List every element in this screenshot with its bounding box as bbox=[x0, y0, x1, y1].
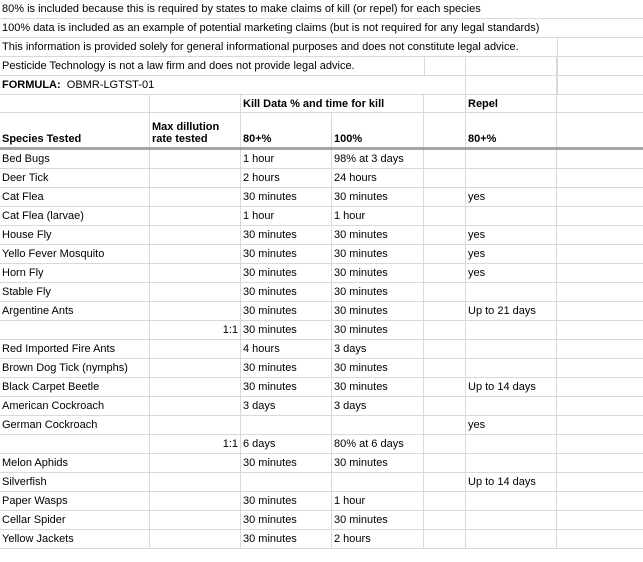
empty-cell bbox=[424, 416, 466, 434]
species-cell bbox=[0, 435, 150, 453]
species-cell: Silverfish bbox=[0, 473, 150, 491]
kill-100-cell: 1 hour bbox=[332, 492, 424, 510]
repel-cell: yes bbox=[466, 245, 557, 263]
kill-100-cell bbox=[332, 473, 424, 491]
repel-cell: Up to 14 days bbox=[466, 473, 557, 491]
kill-80-cell: 30 minutes bbox=[241, 302, 332, 320]
table-row bbox=[0, 511, 643, 530]
species-cell: Cellar Spider bbox=[0, 511, 150, 529]
empty-cell bbox=[557, 207, 643, 225]
dilution-cell bbox=[150, 397, 241, 415]
kill-100-cell: 1 hour bbox=[332, 207, 424, 225]
species-cell: Stable Fly bbox=[0, 283, 150, 301]
kill-100-cell: 3 days bbox=[332, 397, 424, 415]
empty-cell bbox=[424, 264, 466, 282]
kill-100-cell: 30 minutes bbox=[332, 302, 424, 320]
kill-80-cell: 1 hour bbox=[241, 150, 332, 168]
species-cell: Yellow Jackets bbox=[0, 530, 150, 548]
empty-cell bbox=[424, 340, 466, 358]
dilution-cell bbox=[150, 188, 241, 206]
empty-cell bbox=[557, 226, 643, 244]
table-row bbox=[0, 264, 643, 283]
empty-cell bbox=[424, 473, 466, 491]
repel-cell: yes bbox=[466, 226, 557, 244]
table-row bbox=[0, 492, 643, 511]
empty-cell bbox=[424, 283, 466, 301]
empty-cell bbox=[424, 245, 466, 263]
kill-80-cell: 30 minutes bbox=[241, 511, 332, 529]
empty-cell bbox=[424, 226, 466, 244]
kill-80-cell bbox=[241, 416, 332, 434]
empty-cell bbox=[557, 416, 643, 434]
kill-100-cell: 3 days bbox=[332, 340, 424, 358]
note-text: 100% data is included as an example of potential marketing claims (but is not required for any legal standards) bbox=[2, 22, 540, 34]
repel-cell bbox=[466, 454, 557, 472]
repel-cell: yes bbox=[466, 416, 557, 434]
empty-cell bbox=[424, 302, 466, 320]
kill-80-cell: 30 minutes bbox=[241, 530, 332, 548]
species-cell: Argentine Ants bbox=[0, 302, 150, 320]
formula bbox=[0, 76, 154, 94]
repel-cell: Up to 14 days bbox=[466, 378, 557, 396]
kill-100-column-header: 100% bbox=[332, 113, 424, 147]
table-row bbox=[0, 378, 643, 397]
kill-100-cell: 30 minutes bbox=[332, 378, 424, 396]
kill-80-cell: 30 minutes bbox=[241, 226, 332, 244]
empty-cell bbox=[557, 359, 643, 377]
species-cell: Red Imported Fire Ants bbox=[0, 340, 150, 358]
repel-header: Repel bbox=[466, 95, 557, 112]
kill-100-cell: 30 minutes bbox=[332, 321, 424, 339]
species-cell bbox=[0, 321, 150, 339]
kill-80-cell: 30 minutes bbox=[241, 264, 332, 282]
empty-cell bbox=[557, 435, 643, 453]
kill-80-cell: 2 hours bbox=[241, 169, 332, 187]
kill-100-cell: 30 minutes bbox=[332, 454, 424, 472]
empty-cell bbox=[557, 397, 643, 415]
table-row bbox=[0, 207, 643, 226]
species-cell: House Fly bbox=[0, 226, 150, 244]
repel-cell bbox=[466, 359, 557, 377]
dilution-cell bbox=[150, 302, 241, 320]
table-row bbox=[0, 340, 643, 359]
dilution-cell bbox=[150, 169, 241, 187]
empty-cell bbox=[557, 473, 643, 491]
repel-cell bbox=[466, 283, 557, 301]
kill-100-cell: 98% at 3 days bbox=[332, 150, 424, 168]
table-row bbox=[0, 150, 643, 169]
table-row bbox=[0, 321, 643, 340]
dilution-cell: 1:1 bbox=[150, 321, 241, 339]
kill-80-cell bbox=[241, 473, 332, 491]
kill-100-cell: 2 hours bbox=[332, 530, 424, 548]
dilution-cell bbox=[150, 473, 241, 491]
empty-cell bbox=[557, 169, 643, 187]
kill-data-header: Kill Data % and time for kill bbox=[243, 97, 385, 110]
repel-cell bbox=[466, 169, 557, 187]
empty-cell bbox=[557, 150, 643, 168]
species-cell: Horn Fly bbox=[0, 264, 150, 282]
species-cell: Black Carpet Beetle bbox=[0, 378, 150, 396]
dilution-cell bbox=[150, 340, 241, 358]
dilution-cell bbox=[150, 530, 241, 548]
dilution-cell bbox=[150, 245, 241, 263]
empty-cell bbox=[424, 511, 466, 529]
kill-80-cell: 30 minutes bbox=[241, 359, 332, 377]
repel-cell bbox=[466, 511, 557, 529]
species-cell: Cat Flea (larvae) bbox=[0, 207, 150, 225]
empty-cell bbox=[424, 435, 466, 453]
table-row bbox=[0, 530, 643, 549]
dilution-cell bbox=[150, 264, 241, 282]
repel-cell bbox=[466, 492, 557, 510]
species-cell: Melon Aphids bbox=[0, 454, 150, 472]
species-cell: Paper Wasps bbox=[0, 492, 150, 510]
kill-80-cell: 30 minutes bbox=[241, 492, 332, 510]
repel-cell bbox=[466, 397, 557, 415]
dilution-cell: 1:1 bbox=[150, 435, 241, 453]
repel-cell bbox=[466, 340, 557, 358]
dilution-cell bbox=[150, 511, 241, 529]
kill-80-cell: 30 minutes bbox=[241, 321, 332, 339]
kill-80-cell: 30 minutes bbox=[241, 454, 332, 472]
species-cell: American Cockroach bbox=[0, 397, 150, 415]
repel-cell bbox=[466, 530, 557, 548]
kill-100-cell: 24 hours bbox=[332, 169, 424, 187]
dilution-cell bbox=[150, 150, 241, 168]
note-row bbox=[0, 0, 643, 19]
kill-100-cell bbox=[332, 416, 424, 434]
table-row bbox=[0, 454, 643, 473]
dilution-cell bbox=[150, 283, 241, 301]
repel-80-column-header: 80+% bbox=[466, 113, 557, 147]
empty-cell bbox=[557, 264, 643, 282]
kill-100-cell: 30 minutes bbox=[332, 511, 424, 529]
table-row bbox=[0, 473, 643, 492]
species-cell: Yello Fever Mosquito bbox=[0, 245, 150, 263]
repel-cell bbox=[466, 150, 557, 168]
dilution-cell bbox=[150, 207, 241, 225]
empty-cell bbox=[424, 378, 466, 396]
empty-cell bbox=[557, 378, 643, 396]
table-row bbox=[0, 416, 643, 435]
max-dilution-column-header: Max dillution rate tested bbox=[150, 113, 241, 147]
kill-100-cell: 80% at 6 days bbox=[332, 435, 424, 453]
kill-80-cell: 4 hours bbox=[241, 340, 332, 358]
empty-cell bbox=[424, 207, 466, 225]
empty-cell bbox=[557, 340, 643, 358]
note-row bbox=[0, 19, 643, 38]
repel-cell: yes bbox=[466, 188, 557, 206]
empty-cell bbox=[557, 492, 643, 510]
kill-80-column-header: 80+% bbox=[241, 113, 332, 147]
empty-cell bbox=[557, 283, 643, 301]
kill-100-cell: 30 minutes bbox=[332, 188, 424, 206]
empty-cell bbox=[557, 511, 643, 529]
formula-value: OBMR-LGTST-01 bbox=[66, 79, 155, 91]
empty-cell bbox=[424, 454, 466, 472]
empty-cell bbox=[424, 397, 466, 415]
species-cell: Cat Flea bbox=[0, 188, 150, 206]
kill-100-cell: 30 minutes bbox=[332, 226, 424, 244]
formula-label: FORMULA: bbox=[2, 79, 61, 91]
repel-cell: Up to 21 days bbox=[466, 302, 557, 320]
kill-80-cell: 3 days bbox=[241, 397, 332, 415]
kill-100-cell: 30 minutes bbox=[332, 264, 424, 282]
note-row bbox=[0, 57, 643, 76]
empty-cell bbox=[424, 359, 466, 377]
dilution-cell bbox=[150, 416, 241, 434]
species-cell: Brown Dog Tick (nymphs) bbox=[0, 359, 150, 377]
empty-cell bbox=[424, 321, 466, 339]
table-row bbox=[0, 302, 643, 321]
note-row bbox=[0, 38, 643, 57]
table-row bbox=[0, 169, 643, 188]
empty-cell bbox=[424, 530, 466, 548]
empty-cell bbox=[424, 188, 466, 206]
formula-row bbox=[0, 76, 643, 95]
repel-cell bbox=[466, 435, 557, 453]
dilution-cell bbox=[150, 226, 241, 244]
kill-80-cell: 30 minutes bbox=[241, 378, 332, 396]
empty-cell bbox=[557, 454, 643, 472]
dilution-cell bbox=[150, 378, 241, 396]
note-text: This information is provided solely for general informational purposes and does not constitute legal advice. bbox=[2, 41, 519, 53]
kill-80-cell: 30 minutes bbox=[241, 188, 332, 206]
table-row bbox=[0, 435, 643, 454]
empty-cell bbox=[557, 245, 643, 263]
kill-100-cell: 30 minutes bbox=[332, 245, 424, 263]
empty-cell bbox=[557, 530, 643, 548]
repel-cell bbox=[466, 207, 557, 225]
kill-80-cell: 30 minutes bbox=[241, 245, 332, 263]
kill-80-cell: 30 minutes bbox=[241, 283, 332, 301]
note-text: Pesticide Technology is not a law firm and does not provide legal advice. bbox=[2, 60, 355, 72]
empty-cell bbox=[557, 188, 643, 206]
species-cell: Deer Tick bbox=[0, 169, 150, 187]
empty-cell bbox=[424, 492, 466, 510]
empty-cell bbox=[557, 302, 643, 320]
species-column-header: Species Tested bbox=[0, 113, 150, 147]
dilution-cell bbox=[150, 492, 241, 510]
empty-cell bbox=[424, 150, 466, 168]
table-row bbox=[0, 397, 643, 416]
table-row bbox=[0, 245, 643, 264]
kill-100-cell: 30 minutes bbox=[332, 359, 424, 377]
kill-80-cell: 6 days bbox=[241, 435, 332, 453]
column-header-row bbox=[0, 113, 643, 150]
table-row bbox=[0, 359, 643, 378]
dilution-cell bbox=[150, 454, 241, 472]
kill-100-cell: 30 minutes bbox=[332, 283, 424, 301]
species-cell: German Cockroach bbox=[0, 416, 150, 434]
empty-cell bbox=[557, 321, 643, 339]
species-cell: Bed Bugs bbox=[0, 150, 150, 168]
repel-cell bbox=[466, 321, 557, 339]
empty-cell bbox=[424, 169, 466, 187]
kill-80-cell: 1 hour bbox=[241, 207, 332, 225]
repel-cell: yes bbox=[466, 264, 557, 282]
note-text: 80% is included because this is required by states to make claims of kill (or repel) for each species bbox=[2, 3, 481, 15]
table-row bbox=[0, 188, 643, 207]
header-group-row bbox=[0, 95, 643, 113]
table-row bbox=[0, 283, 643, 302]
dilution-cell bbox=[150, 359, 241, 377]
table-row bbox=[0, 226, 643, 245]
